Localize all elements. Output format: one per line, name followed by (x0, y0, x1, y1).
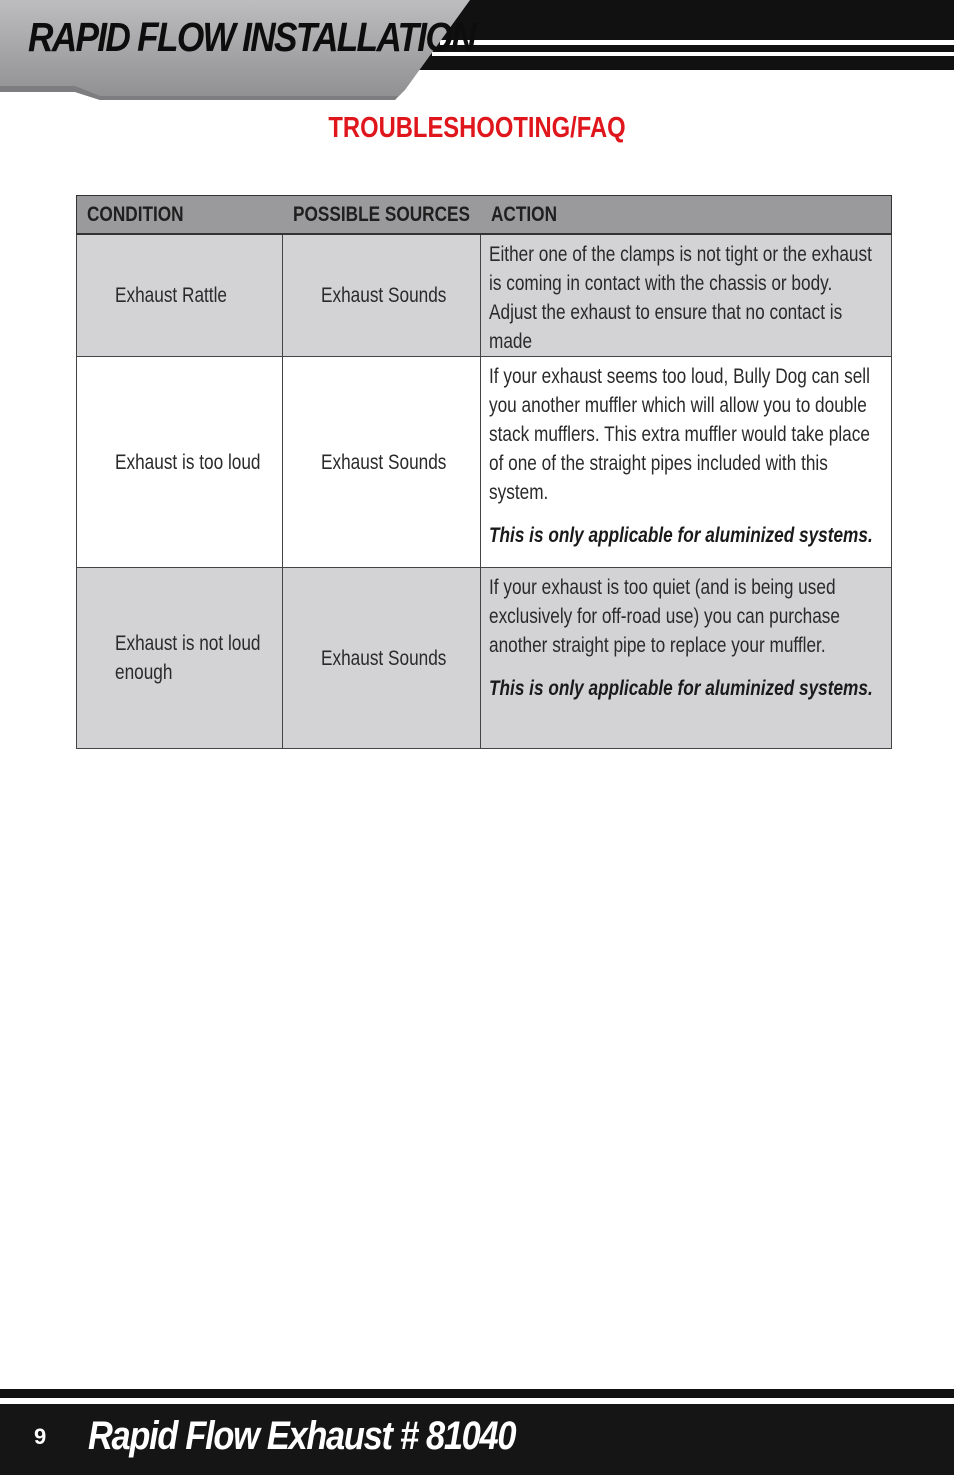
table-row (77, 568, 892, 749)
column-header-action: ACTION (481, 196, 892, 235)
section-title: TROUBLESHOOTING/FAQ (328, 112, 626, 144)
action-cell (481, 568, 892, 749)
troubleshooting-table (76, 195, 892, 749)
table-row (77, 234, 892, 357)
table-row (77, 357, 892, 568)
action-cell (481, 357, 892, 568)
source-cell: Exhaust Sounds (283, 568, 481, 749)
condition-cell: Exhaust Rattle (77, 234, 283, 357)
action-cell (481, 234, 892, 357)
page-number: 9 (34, 1424, 47, 1449)
source-cell: Exhaust Sounds (283, 357, 481, 568)
action-text: If your exhaust is too quiet (and is being used exclusively for off-road use) you can purchase another straight pipe to replace your muffler. (489, 576, 840, 657)
action-note: This is only applicable for aluminized systems. (489, 677, 873, 700)
footer-divider (0, 1389, 954, 1398)
footer-bar (0, 1404, 954, 1475)
table-header-row (77, 196, 892, 235)
column-header-condition: CONDITION (77, 196, 283, 235)
action-text: Either one of the clamps is not tight or the exhaust is coming in contact with the chassis or body. Adjust the exhaust to ensure that no contact is made (489, 243, 872, 353)
condition-cell: Exhaust is not loud enough (77, 568, 283, 749)
action-note: This is only applicable for aluminized systems. (489, 524, 873, 547)
column-header-possible-sources: POSSIBLE SOURCES (283, 196, 481, 235)
header-title: RAPID FLOW INSTALLATION (28, 14, 475, 60)
condition-cell: Exhaust is too loud (77, 357, 283, 568)
footer-title: Rapid Flow Exhaust # 81040 (88, 1414, 516, 1458)
header-banner (0, 0, 954, 104)
action-text: If your exhaust seems too loud, Bully Dog can sell you another muffler which will allow you to double stack mufflers. This extra muffler would take place of one of the straight pipes included with this system. (489, 365, 870, 504)
source-cell: Exhaust Sounds (283, 234, 481, 357)
